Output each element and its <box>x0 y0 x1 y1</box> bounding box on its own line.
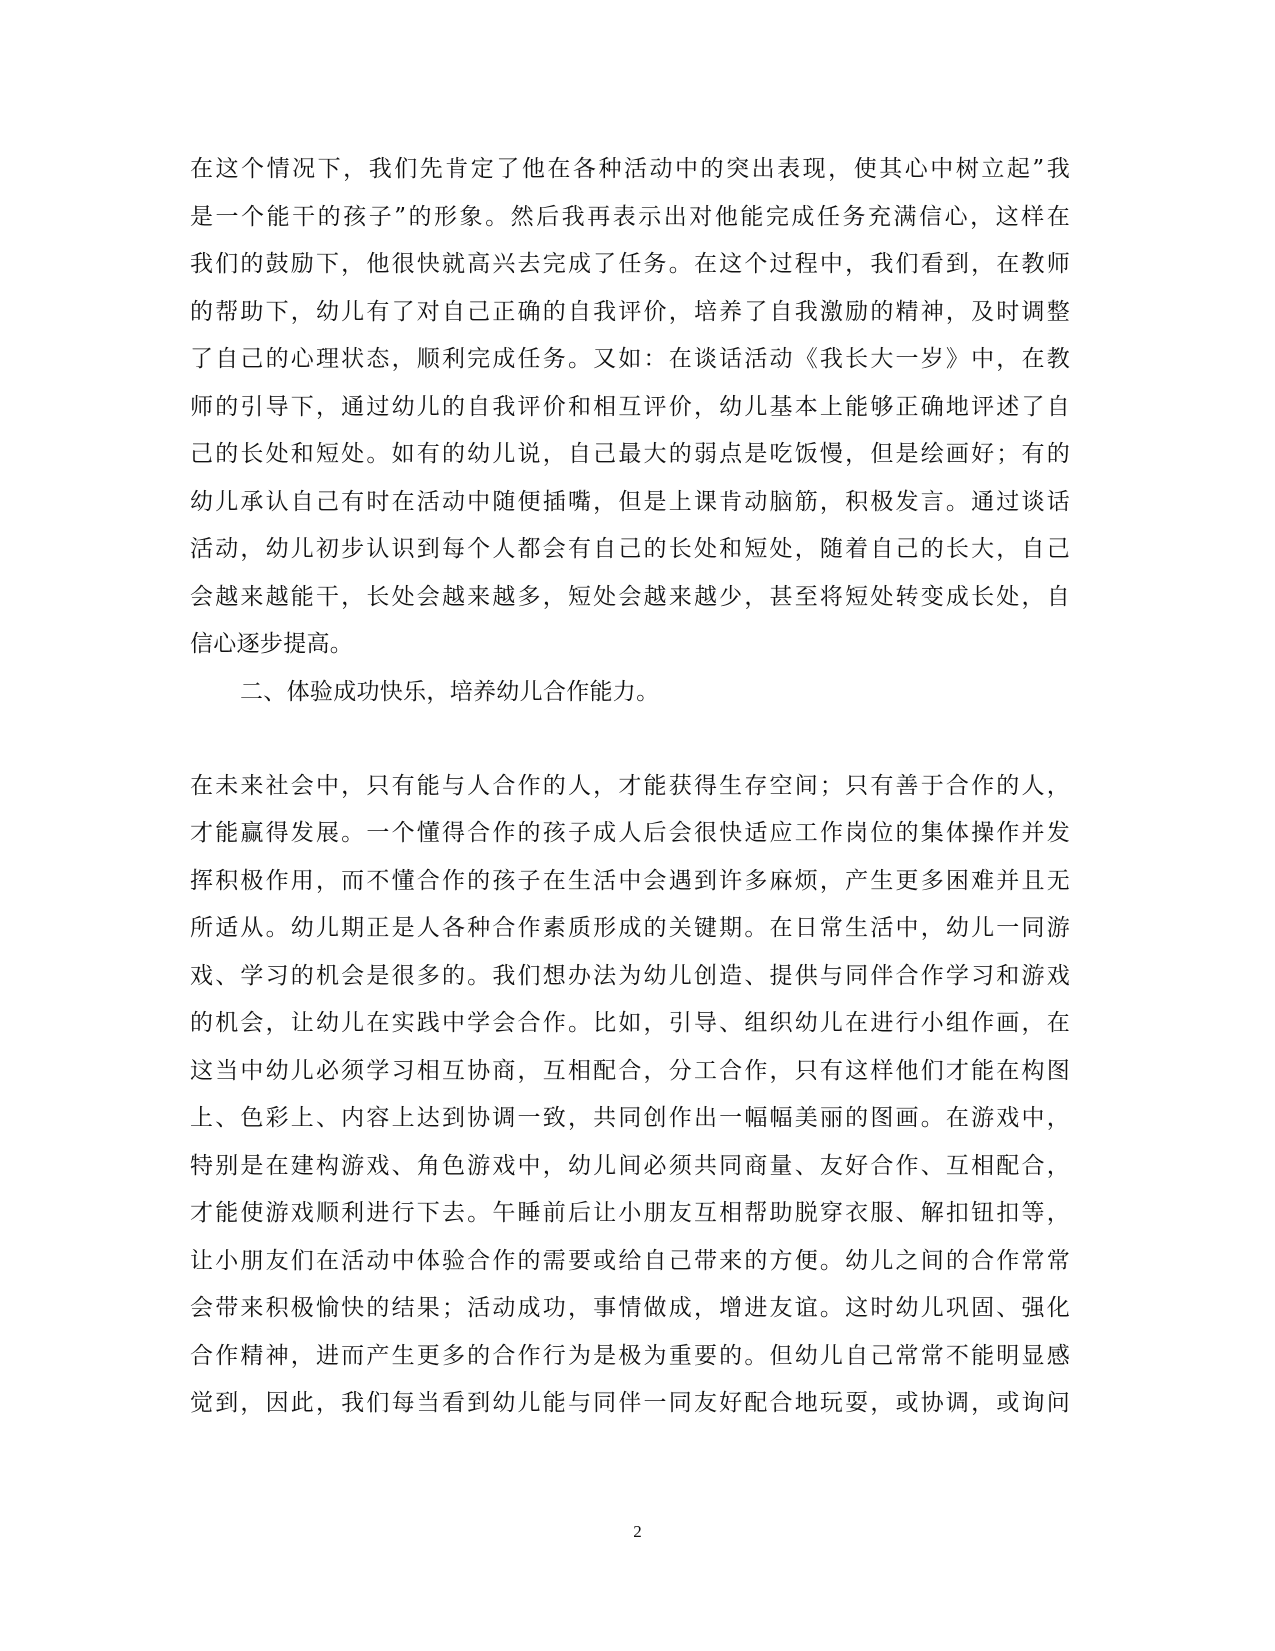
paragraph2-line-8: 上、色彩上、内容上达到协调一致，共同创作出一幅幅美丽的图画。在游戏中， <box>190 1105 1070 1131</box>
paragraph1-line-2: 是一个能干的孩子”的形象。然后我再表示出对他能完成任务充满信心，这样在 <box>190 204 1070 230</box>
paragraph2-line-3: 挥积极作用，而不懂合作的孩子在生活中会遇到许多麻烦，产生更多困难并且无 <box>190 868 1070 894</box>
paragraph2-line-5: 戏、学习的机会是很多的。我们想办法为幼儿创造、提供与同伴合作学习和游戏 <box>190 963 1070 989</box>
paragraph1-line-1: 在这个情况下，我们先肯定了他在各种活动中的突出表现，使其心中树立起”我 <box>190 156 1070 182</box>
paragraph1-line-9: 活动，幼儿初步认识到每个人都会有自己的长处和短处，随着自己的长大，自己 <box>190 536 1070 562</box>
paragraph2-line-4: 所适从。幼儿期正是人各种合作素质形成的关键期。在日常生活中，幼儿一同游 <box>190 915 1070 941</box>
paragraph1-line-6: 师的引导下，通过幼儿的自我评价和相互评价，幼儿基本上能够正确地评述了自 <box>190 394 1070 420</box>
paragraph2-line-14: 觉到，因此，我们每当看到幼儿能与同伴一同友好配合地玩耍，或协调，或询问 <box>190 1390 1070 1416</box>
paragraph2-line-7: 这当中幼儿必须学习相互协商，互相配合，分工合作，只有这样他们才能在构图 <box>190 1058 1070 1084</box>
section-heading: 二、体验成功快乐，培养幼儿合作能力。 <box>240 679 660 705</box>
paragraph2-line-9: 特别是在建构游戏、角色游戏中，幼儿间必须共同商量、友好合作、互相配合， <box>190 1153 1070 1179</box>
paragraph1-line-11: 信心逐步提高。 <box>190 631 354 657</box>
paragraph2-line-13: 合作精神，进而产生更多的合作行为是极为重要的。但幼儿自己常常不能明显感 <box>190 1343 1070 1369</box>
paragraph1-line-5: 了自己的心理状态，顺利完成任务。又如：在谈话活动《我长大一岁》中，在教 <box>190 346 1070 372</box>
paragraph2-line-1: 在未来社会中，只有能与人合作的人，才能获得生存空间；只有善于合作的人， <box>190 773 1070 799</box>
paragraph2-line-6: 的机会，让幼儿在实践中学会合作。比如，引导、组织幼儿在进行小组作画，在 <box>190 1010 1070 1036</box>
paragraph2-line-2: 才能赢得发展。一个懂得合作的孩子成人后会很快适应工作岗位的集体操作并发 <box>190 820 1070 846</box>
paragraph1-line-10: 会越来越能干，长处会越来越多，短处会越来越少，甚至将短处转变成长处，自 <box>190 584 1070 610</box>
paragraph2-line-10: 才能使游戏顺利进行下去。午睡前后让小朋友互相帮助脱穿衣服、解扣钮扣等， <box>190 1200 1070 1226</box>
page-number: 2 <box>633 1522 642 1541</box>
paragraph1-line-7: 己的长处和短处。如有的幼儿说，自己最大的弱点是吃饭慢，但是绘画好；有的 <box>190 441 1070 467</box>
paragraph1-line-3: 我们的鼓励下，他很快就高兴去完成了任务。在这个过程中，我们看到，在教师 <box>190 251 1070 277</box>
paragraph1-line-8: 幼儿承认自己有时在活动中随便插嘴，但是上课肯动脑筋，积极发言。通过谈话 <box>190 489 1070 515</box>
paragraph2-line-11: 让小朋友们在活动中体验合作的需要或给自己带来的方便。幼儿之间的合作常常 <box>190 1248 1070 1274</box>
paragraph1-line-4: 的帮助下，幼儿有了对自己正确的自我评价，培养了自我激励的精神，及时调整 <box>190 299 1070 325</box>
paragraph2-line-12: 会带来积极愉快的结果；活动成功，事情做成，增进友谊。这时幼儿巩固、强化 <box>190 1295 1070 1321</box>
